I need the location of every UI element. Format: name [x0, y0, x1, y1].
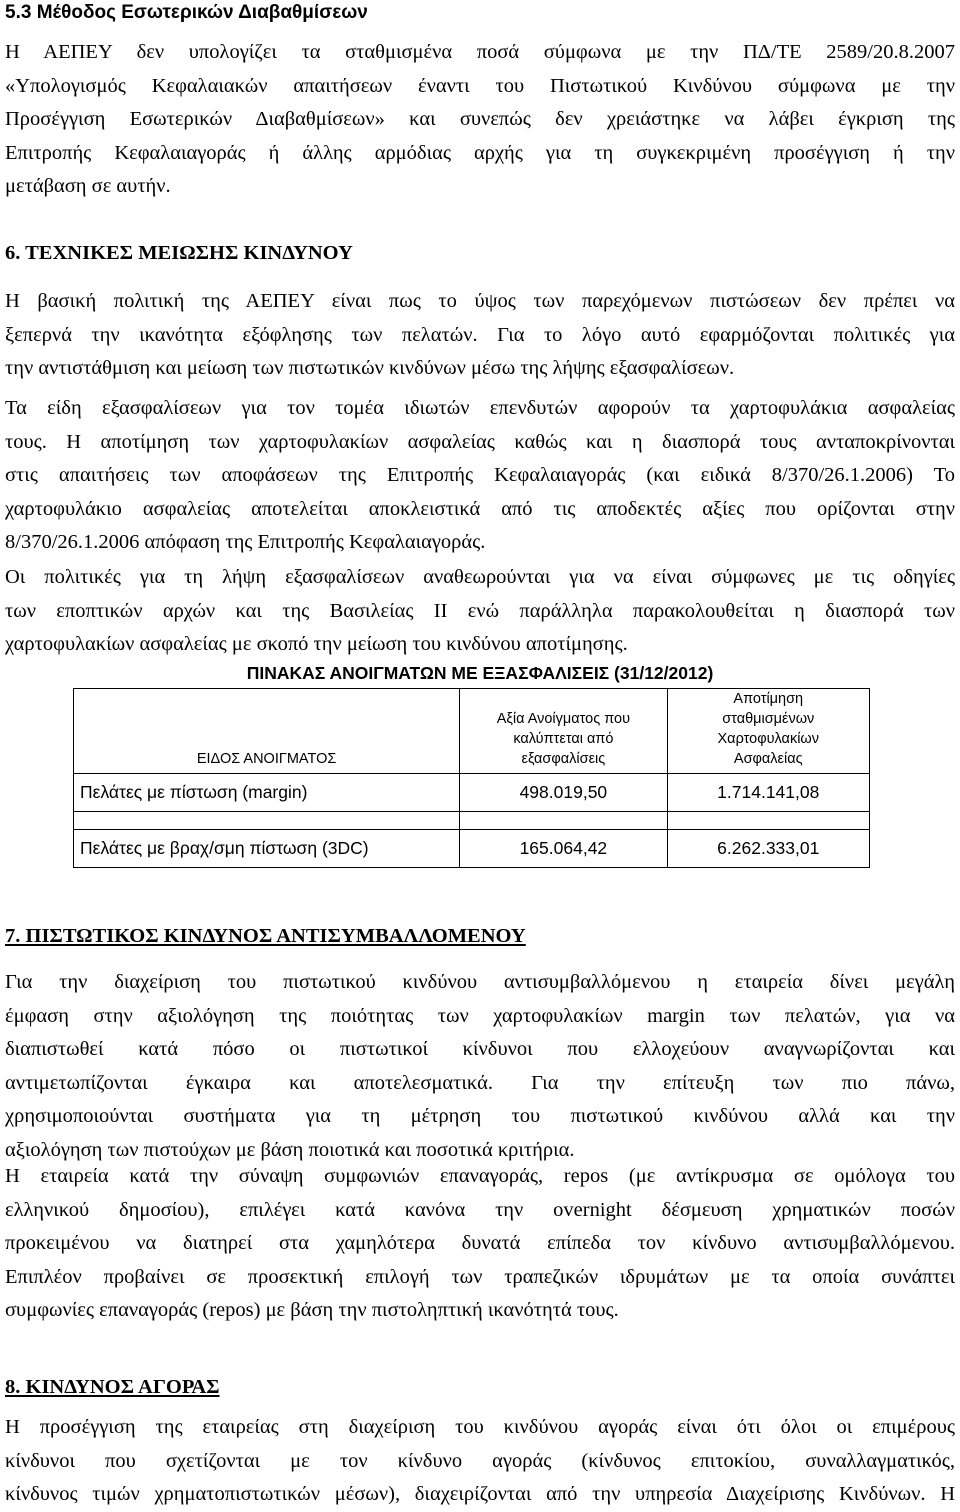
- paragraph-line: αξιολόγηση των πιστούχων με βάση ποιοτικά και ποσοτικά κριτήρια.: [5, 1138, 575, 1161]
- paragraph-line: Η ΑΕΠΕΥ δεν υπολογίζει τα σταθμισμένα ποσά σύμφωνα με την ΠΔ/ΤΕ 2589/20.8.2007: [5, 41, 955, 63]
- section-8-paragraph-1: [5, 1411, 955, 1512]
- section-5-3-heading: 5.3 Μέθοδος Εσωτερικών Διαβαθμίσεων: [5, 2, 368, 23]
- paragraph-line: στις απαιτήσεις των αποφάσεων της Επιτροπής Κεφαλαιαγοράς (και ειδικά 8/370/26.1.2006) Το: [5, 464, 955, 486]
- paragraph-line: συμφωνίες επαναγοράς (repos) με βάση την πιστοληπτική ικανότητά τους.: [5, 1299, 619, 1321]
- paragraph-line: Η εταιρεία κατά την σύναψη συμφωνιών επαναγοράς, repos (με αντίκρυσμα σε ομόλογα του: [5, 1165, 955, 1187]
- paragraph-line: χαρτοφυλακίων ασφαλείας με σκοπό την μείωση του κινδύνου αποτίμησης.: [5, 633, 628, 655]
- col-header-valuation: [667, 689, 869, 774]
- col-header-line: Αξία Ανοίγματος που: [496, 711, 631, 727]
- paragraph-line: έμφαση στην αξιολόγηση της ποιότητας των χαρτοφυλακίων margin των πελατών, για να: [5, 1004, 955, 1027]
- paragraph-line: Για την διαχείριση του πιστωτικού κινδύνου αντισυμβαλλόμενου η εταιρεία δίνει μεγάλη: [5, 971, 955, 993]
- paragraph-line: Οι πολιτικές για τη λήψη εξασφαλίσεων αναθεωρούνται για να είναι σύμφωνες με τις οδηγίες: [5, 566, 955, 588]
- section-8-heading: 8. ΚΙΝΔΥΝΟΣ ΑΓΟΡΑΣ: [5, 1376, 220, 1398]
- section-6-paragraph-2: [5, 392, 955, 560]
- col-header-line: καλύπτεται από: [513, 731, 614, 747]
- paragraph-line: 8/370/26.1.2006 απόφαση της Επιτροπής Κεφαλαιαγοράς.: [5, 531, 486, 553]
- cell-exposure-type: Πελάτες με πίστωση (margin): [74, 774, 460, 812]
- cell-covered-value: 498.019,50: [460, 774, 667, 812]
- col-header-line: Αποτίμηση: [733, 691, 804, 707]
- paragraph-line: Η βασική πολιτική της ΑΕΠΕΥ είναι πως το ύψος των παρεχόμενων πιστώσεων δεν πρέπει να: [5, 290, 955, 312]
- spacer-cell: [74, 812, 460, 830]
- table-header-row: [74, 689, 870, 774]
- col-header-covered-value: [460, 689, 667, 774]
- paragraph-line: χαρτοφυλάκιο ασφαλείας αποτελείται αποκλειστικά από τις αποδεκτές αξίες που ορίζονται στην: [5, 497, 955, 520]
- paragraph-line: Προσέγγιση Εσωτερικών Διαβαθμίσεων» και συνεπώς δεν χρειάστηκε να λάβει έγκριση της: [5, 108, 955, 130]
- paragraph-line: των εποπτικών αρχών και της Βασιλείας ΙΙ ενώ παράλληλα παρακολουθείται η διασπορά των: [5, 599, 955, 622]
- section-7-heading: 7. ΠΙΣΤΩΤΙΚΟΣ ΚΙΝΔΥΝΟΣ ΑΝΤΙΣΥΜΒΑΛΛΟΜΕΝΟΥ: [5, 925, 526, 947]
- paragraph-line: ξεπερνά την ικανότητα εξόφλησης των πελατών. Για το λόγο αυτό εφαρμόζονται πολιτικές για: [5, 323, 955, 346]
- spacer-cell: [460, 812, 667, 830]
- section-6-paragraph-1: [5, 285, 955, 386]
- paragraph-line: τους. Η αποτίμηση των χαρτοφυλακίων ασφαλείας καθώς και η διασπορά τους ανταποκρίνονται: [5, 430, 955, 453]
- col-header-exposure-type: ΕΙΔΟΣ ΑΝΟΙΓΜΑΤΟΣ: [74, 689, 460, 774]
- table-row: [74, 830, 870, 868]
- exposures-table: [73, 688, 870, 868]
- col-header-line: Ασφαλείας: [733, 751, 803, 767]
- cell-covered-value: 165.064,42: [460, 830, 667, 868]
- paragraph-line: χρησιμοποιούνται συστήματα για τη μέτρηση του πιστωτικού κινδύνου αλλά και την: [5, 1105, 955, 1127]
- paragraph-line: Επιπλέον προβαίνει σε προσεκτική επιλογή των τραπεζικών ιδρυμάτων με τα οποία συνάπτει: [5, 1265, 955, 1288]
- paragraph-line: «Υπολογισμός Κεφαλαιακών απαιτήσεων έναντι του Πιστωτικού Κινδύνου σύμφωνα με την: [5, 74, 955, 97]
- paragraph-line: την αντιστάθμιση και μείωση των πιστωτικών κινδύνων μέσω της λήψης εξασφαλίσεων.: [5, 357, 735, 379]
- cell-valuation: 6.262.333,01: [667, 830, 869, 868]
- section-5-3-paragraph: [5, 36, 955, 204]
- table-spacer-row: [74, 812, 870, 830]
- paragraph-line: κίνδυνος τιμών χρηματοπιστωτικών μέσων), διαχειρίζονται από την υπηρεσία Διαχείρισης Κινδύνων. Η: [5, 1483, 955, 1505]
- paragraph-line: προκειμένου να διατηρεί στα χαμηλότερα δυνατά επίπεδα τον κίνδυνο αντισυμβαλλόμενου.: [5, 1232, 955, 1254]
- col-header-line: Χαρτοφυλακίων: [717, 731, 819, 747]
- paragraph-line: Τα είδη εξασφαλίσεων για τον τομέα ιδιωτών επενδυτών αφορούν τα χαρτοφυλάκια ασφαλείας: [5, 397, 955, 419]
- section-7-paragraph-1: [5, 966, 955, 1167]
- col-header-line: σταθμισμένων: [722, 711, 815, 727]
- col-header-line: εξασφαλίσεις: [521, 751, 606, 767]
- cell-valuation: 1.714.141,08: [667, 774, 869, 812]
- paragraph-line: διαπιστωθεί κατά πόσο οι πιστωτικοί κίνδυνοι που ελλοχεύουν αναγνωρίζονται και: [5, 1038, 955, 1060]
- paragraph-line: αντιμετωπίζονται έγκαιρα και αποτελεσματικά. Για την επίτευξη των πιο πάνω,: [5, 1071, 955, 1094]
- paragraph-line: ελληνικού δημοσίου), επιλέγει κατά κανόνα την overnight δέσμευση χρηματικών ποσών: [5, 1198, 955, 1221]
- table-row: [74, 774, 870, 812]
- section-7-paragraph-2: [5, 1160, 955, 1328]
- paragraph-line: Η προσέγγιση της εταιρείας στη διαχείριση του κινδύνου αγοράς είναι ότι όλοι οι επιμέρους: [5, 1416, 955, 1438]
- spacer-cell: [667, 812, 869, 830]
- section-6-paragraph-3: [5, 561, 955, 662]
- paragraph-line: κίνδυνοι που σχετίζονται με τον κίνδυνο αγοράς (κίνδυνος επιτοκίου, συναλλαγματικός,: [5, 1449, 955, 1472]
- paragraph-line: μετάβαση σε αυτήν.: [5, 175, 171, 197]
- cell-exposure-type: Πελάτες με βραχ/σμη πίστωση (3DC): [74, 830, 460, 868]
- paragraph-line: Επιτροπής Κεφαλαιαγοράς ή άλλης αρμόδιας αρχής για τη συγκεκριμένη προσέγγιση ή την: [5, 141, 955, 164]
- table-title: ΠΙΝΑΚΑΣ ΑΝΟΙΓΜΑΤΩΝ ΜΕ ΕΞΑΣΦΑΛΙΣΕΙΣ (31/12/2012): [246, 663, 714, 683]
- section-6-heading: 6. ΤΕΧΝΙΚΕΣ ΜΕΙΩΣΗΣ ΚΙΝΔΥΝΟΥ: [5, 242, 353, 264]
